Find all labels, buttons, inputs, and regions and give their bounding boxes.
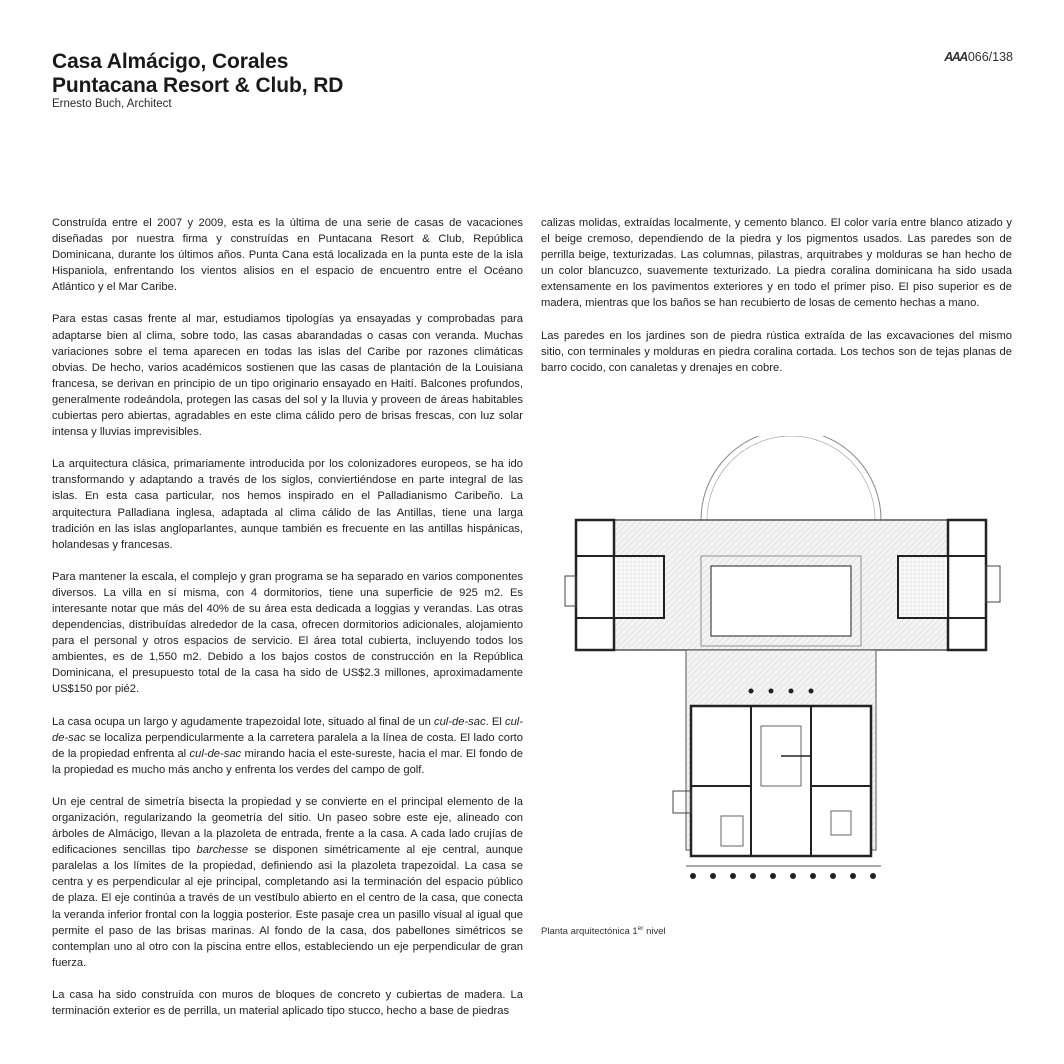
page-number (944, 50, 1013, 64)
text-column-left (52, 215, 523, 1035)
text-run: mirando hacia el este-sureste, hacia el mar. El fondo de la propiedad es mucho más ancho y enfrenta los verdes del campo de golf. (52, 747, 524, 776)
page-number-value: 066/138 (967, 50, 1013, 64)
text-column-right (541, 215, 1012, 392)
paragraph-6 (52, 794, 523, 971)
swimming-pool (711, 566, 851, 636)
text-run: se localiza perpendicularmente a la carretera paralela a la línea de costa. El lado corto de la propiedad enfrenta al (52, 731, 523, 760)
title-line-1: Casa Almácigo, Corales (52, 50, 289, 73)
text-run: Un eje central de simetría bisecta la propiedad y se convierte en el principal elemento de la organización, regularizando la geometría del sitio. Un paseo sobre este eje, alineado con árboles de Almácigo, llevan a la plazoleta de entrada, frente a la casa. A cada lado crujías de edificaciones sencillas tipo (52, 795, 523, 857)
paragraph-8: calizas molidas, extraídas localmente, y cemento blanco. El color varía entre blanco atizado y el beige cremoso, dependiendo de la piedra y los pigmentos usados. Las paredes son de perrilla beige, texturizadas. Las columnas, pilastras, arquitrabes y molduras se han hecho de un color blancuzco, suavemente texturizado. La piedra coralina dominicana ha sido usada extensamente en los pavimentos exteriores y en todo el primer piso. El piso superior es de madera, mientras que los baños se han recubierto de losas de cemento hechas a mano. (541, 217, 1012, 310)
text-run: . El (485, 715, 505, 728)
garden-semicircle (701, 436, 881, 520)
article-title (52, 50, 343, 98)
title-line-2: Puntacana Resort & Club, RD (52, 74, 344, 97)
floor-plan-drawing (541, 436, 1021, 896)
text-run: La casa ocupa un largo y agudamente trapezoidal lote, situado al final de un (52, 715, 434, 728)
italic-term: cul-de-sac (433, 715, 486, 728)
architect-credit: Ernesto Buch, Architect (52, 98, 172, 110)
italic-term: barchesse (196, 844, 249, 857)
main-house (673, 650, 876, 856)
paragraph-7: La casa ha sido construída con muros de bloques de concreto y cubiertas de madera. La terminación exterior es de perrilla, un material aplicado tipo stucco, hecho a base de piedras (52, 988, 523, 1018)
aaa-logo: AAA (944, 50, 967, 64)
caption-superscript: er (637, 925, 644, 932)
paragraph-1: Construída entre el 2007 y 2009, esta es la última de una serie de casas de vacaciones diseñadas por nuestra firma y construídas en Puntacana Resort & Club, República Dominicana, durante los últimos años. Punta Cana está localizada en la punta este de la isla Hispaniola, enfrentando los vientos alisios en el espacio de encuentro entre el Océano Atlántico y el Mar Caribe. (52, 217, 523, 294)
paragraph-3: La arquitectura clásica, primariamente introducida por los colonizadores europeos, se ha ido transformando y adaptando a través de los siglos, conviertiéndose en parte integral de las islas. En esta casa particular, nos hemos inspirado en el Palladianismo Caribeño. La arquitectura Palladiana inglesa, adaptada al clima cálido de las Antillas, tiene una larga tradición en las islas angloparlantes, aunque también es frecuente en las antillas hispánicas, holandesas y francesas. (52, 458, 523, 551)
paragraph-9: Las paredes en los jardines son de piedra rústica extraída de las excavaciones del mismo sitio, con terminales y molduras en piedra coralina cortada. Los techos son de tejas planas de barro cocido, con canaletas y drenajes en cobre. (541, 329, 1012, 374)
paragraph-5 (52, 714, 523, 778)
figure-caption (541, 925, 666, 937)
paragraph-2: Para estas casas frente al mar, estudiamos tipologías ya ensayadas y comprobadas para adaptarse bien al clima, sobre todo, las casas abarandadas o casas con veranda. Muchas variaciones sobre el tema aparecen en todas las islas del Caribe por razones climáticas obvias. De hecho, varios académicos sostienen que las casas de plantación de la Louisiana francesa, se derivan en principio de un tipo originario ensayado en Haití. Balcones profundos, generalmente rodeándola, protegen las casas del sol y la lluvia y proveen de áreas habitables cubiertas pero abiertas, agradables en este clima cálido pero de brisas frescas, con luz solar intensa y lluvias imprevisibles. (52, 313, 523, 439)
paragraph-4: Para mantener la escala, el complejo y gran programa se ha separado en varios componentes diversos. La villa en sí misma, con 4 dormitorios, tiene una superficie de 925 m2. Es interesante notar que más del 40% de su área esta dedicada a loggias y verandas. Las otras dependencias, distribuídas alrededor de la casa, ofrecen dormitorios adicionales, alojamiento para el personal y otros espacios de servicio. El área total cubierta, incluyendo todos los ambientes, es de 1,550 m2. Debido a los bajos costos de construcción en la República Dominicana, el presupuesto total de la casa ha sido de US$2.3 millones, aproximadamente US$150 por pié2. (52, 570, 523, 696)
caption-text-end: nivel (643, 926, 666, 938)
italic-term: cul-de-sac (189, 747, 242, 760)
caption-text: Planta arquitectónica 1 (541, 926, 638, 938)
italic-term: cul-de-sac (52, 715, 523, 744)
text-run: se disponen simétricamente al eje central, aunque paralelas a los límites de la propiedad, definiendo asi la plazoleta trapezoidal. La casa se centra y es perpendicular al eje principal, completando asi la terminación del espacio público de plaza. El eje continúa a través de un vestíbulo abierto en el centro de la casa, que conecta la veranda inferior frontal con la loggia posterior. Este pasaje crea un pasillo visual al igual que permite el paso de las brisas marinas. Al fondo de la casa, dos pabellones simétricos se contemplan uno al otro con la piscina entre ellos, estableciendo un eje perpendicular de gran fuerza. (52, 844, 523, 969)
